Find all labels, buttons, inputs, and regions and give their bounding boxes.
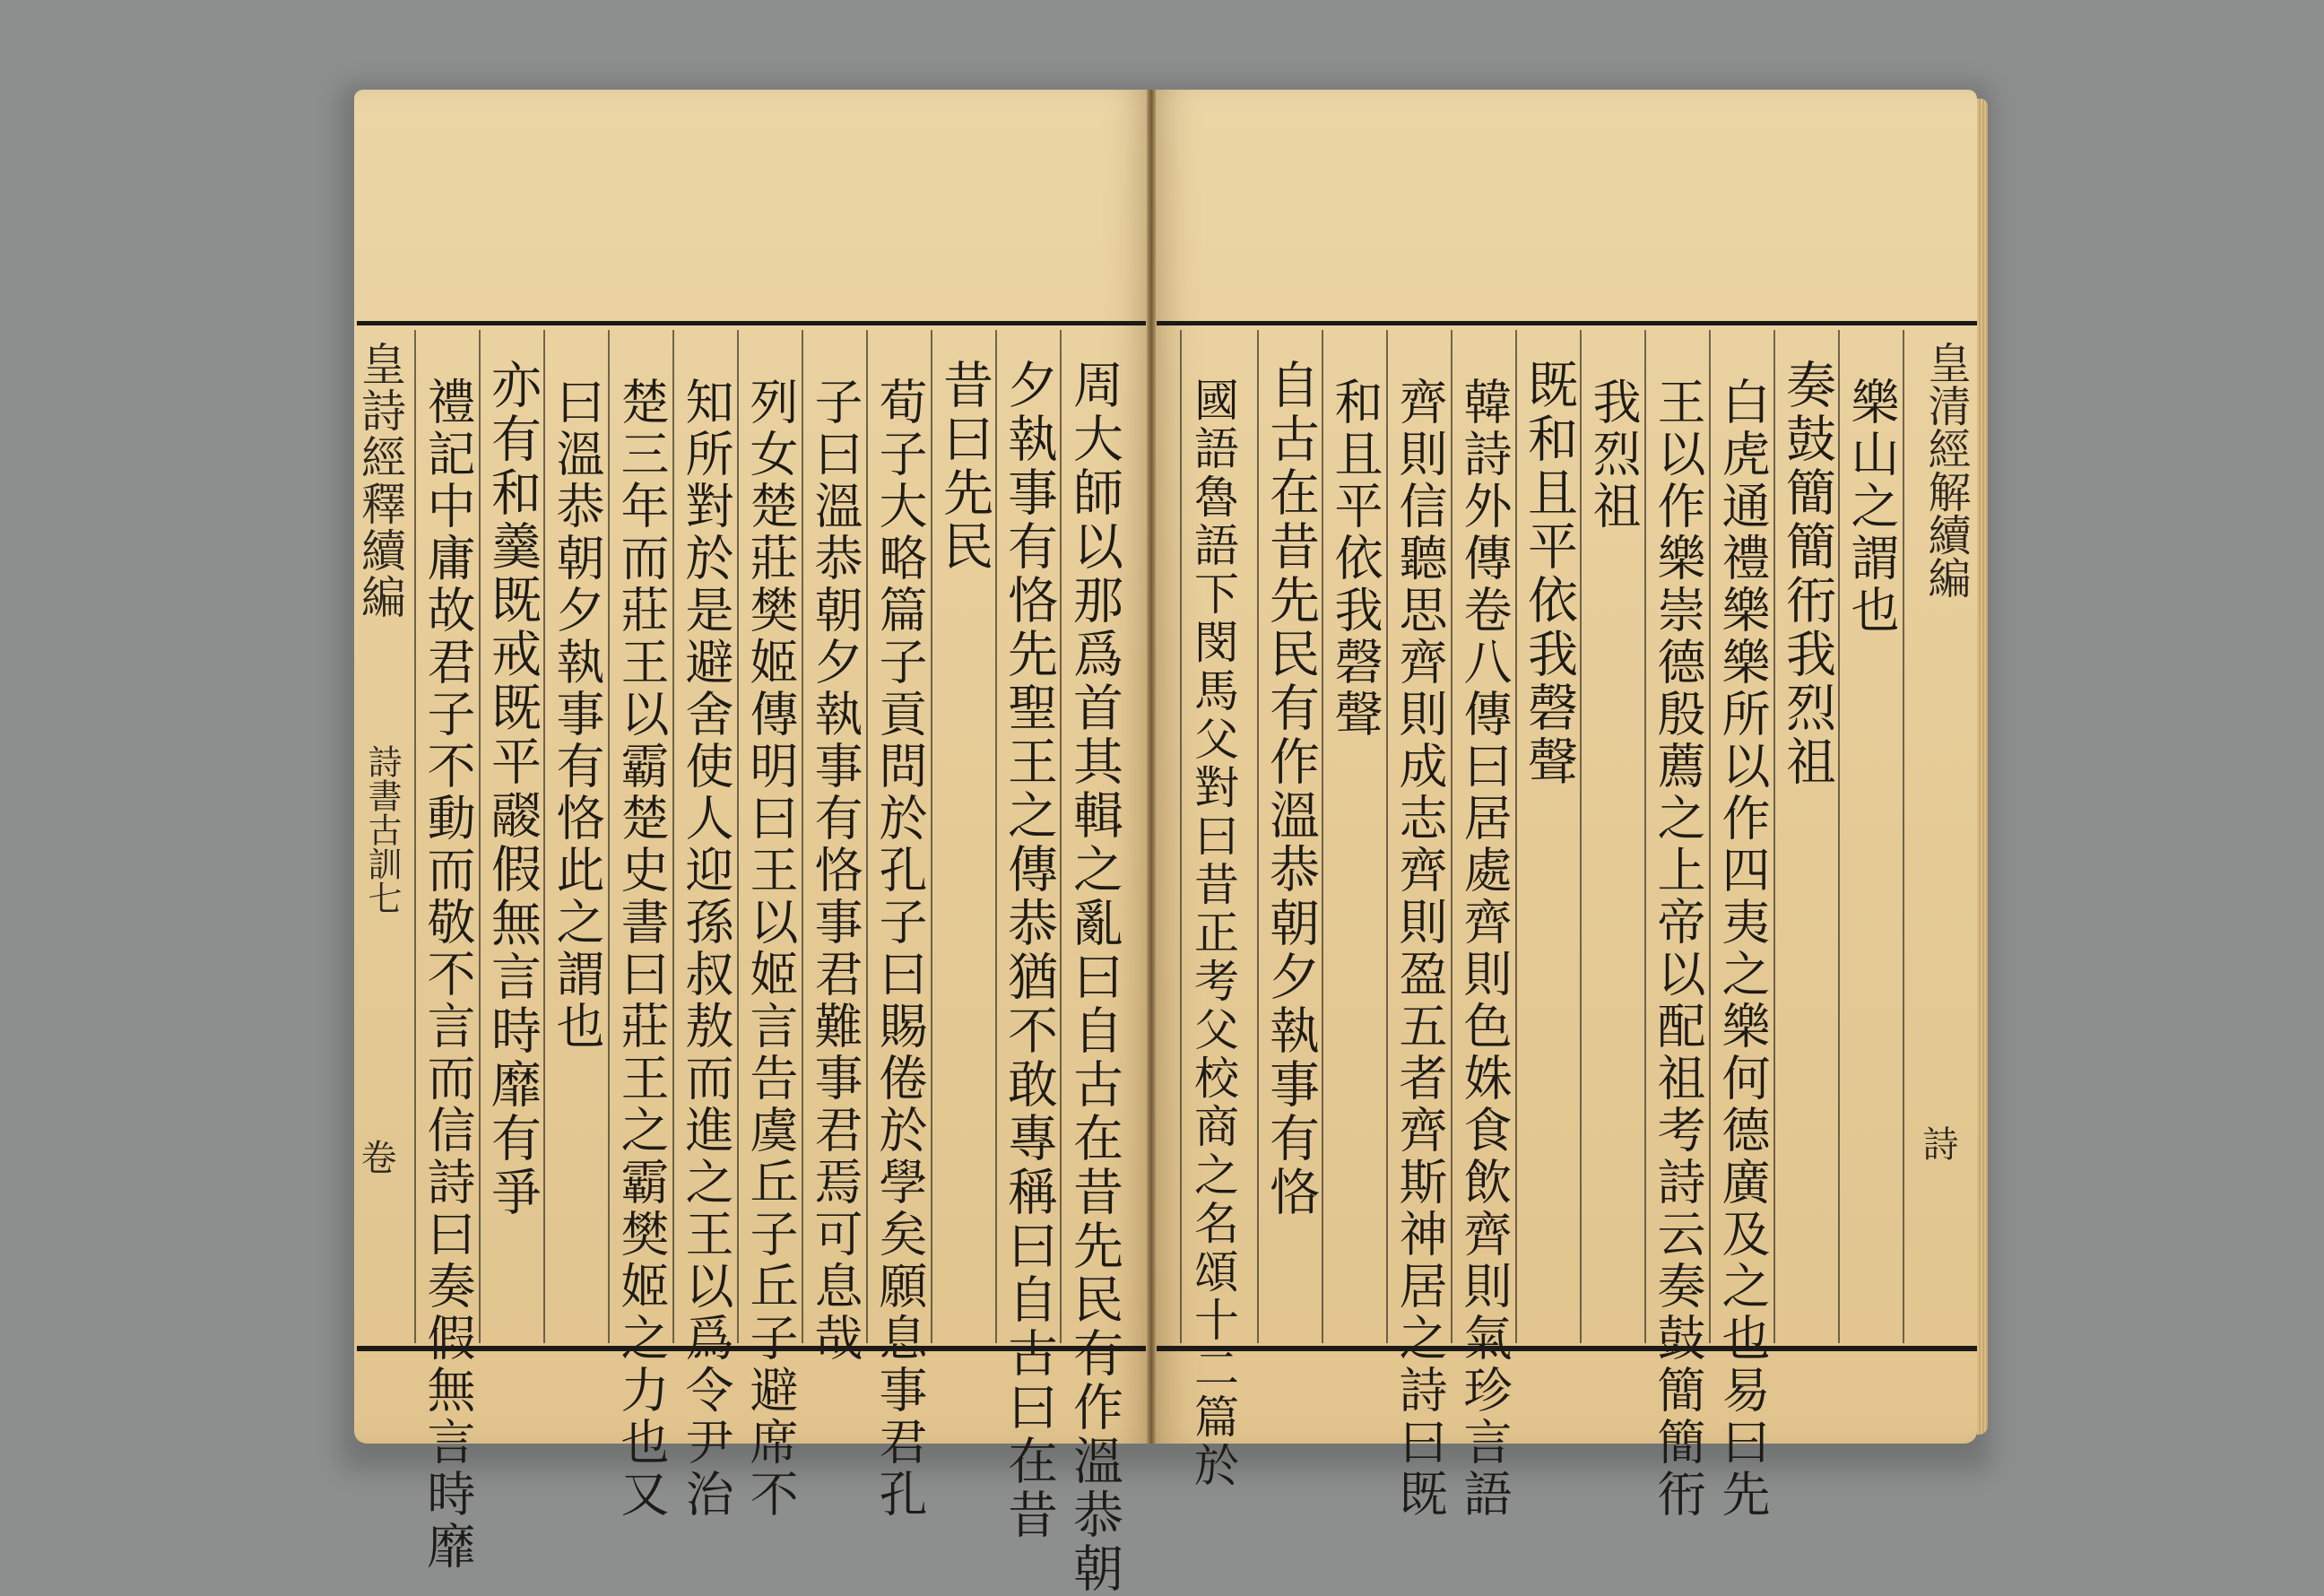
right-column-11: 國語魯語下閔馬父對曰昔正考父校商之名頌十二篇於: [1187, 377, 1239, 1490]
column-rule: [1903, 330, 1904, 1343]
left-margin-mark: 卷: [355, 1139, 396, 1175]
right-column-8: 齊則信聽思齊則成志齊則盈五者齊斯神居之詩曰既: [1392, 377, 1448, 1521]
left-margin-subtitle: 詩書古訓七: [362, 744, 402, 915]
right-margin-mark: 詩: [1917, 1125, 1958, 1161]
left-column-8: 楚三年而莊王以霸楚史書曰莊王之霸樊姬之力也又: [613, 377, 670, 1521]
right-column-2: 奏鼓簡簡衎我烈祖: [1778, 359, 1836, 789]
left-column-5: 子曰溫恭朝夕執事有恪事君難事君焉可息哉: [807, 377, 863, 1365]
right-column-7: 韓詩外傳卷八傳曰居處齊則色姝食飲齊則氣珍言語: [1456, 377, 1513, 1521]
right-column-9: 和且平依我磬聲: [1327, 377, 1383, 741]
left-column-11: 禮記中庸故君子不動而敬不言而信詩曰奏假無言時靡: [420, 377, 476, 1573]
right-margin-title: 皇清經解續編: [1921, 341, 1971, 599]
right-column-3: 白虎通禮樂樂所以作四夷之樂何德廣及之也易曰先: [1714, 377, 1771, 1521]
right-column-1: 樂山之謂也: [1843, 377, 1900, 637]
left-column-9: 曰溫恭朝夕執事有恪此之謂也: [549, 377, 605, 1053]
right-column-10: 自古在昔先民有作溫恭朝夕執事有恪: [1262, 359, 1320, 1219]
right-column-4: 王以作樂崇德殷薦之上帝以配祖考詩云奏鼓簡簡衎: [1650, 377, 1706, 1521]
left-column-4: 荀子大略篇子貢問於孔子曰賜倦於學矣願息事君孔: [872, 377, 928, 1521]
column-rule: [1060, 330, 1062, 1343]
left-column-7: 知所對於是避舍使人迎孫叔敖而進之王以爲令尹治: [678, 377, 734, 1521]
right-column-6: 既和且平依我磬聲: [1520, 359, 1578, 789]
left-column-6: 列女楚莊樊姬傳明曰王以姬言告虞丘子丘子避席不: [742, 377, 799, 1521]
left-column-2: 夕執事有恪先聖王之傳恭猶不敢專稱曰自古曰在昔: [1000, 359, 1058, 1542]
right-column-5: 我烈祖: [1585, 377, 1642, 533]
left-column-10: 亦有和羹既戒既平鬷假無言時靡有爭: [483, 359, 542, 1219]
page-edges: [1977, 99, 1988, 1435]
left-column-3: 昔曰先民: [935, 359, 993, 574]
left-margin-title: 皇詩經釋續編: [354, 341, 406, 620]
left-column-1: 周大師以那爲首其輯之亂曰自古在昔先民有作溫恭朝: [1065, 359, 1123, 1596]
book-gutter: [1147, 90, 1156, 1444]
